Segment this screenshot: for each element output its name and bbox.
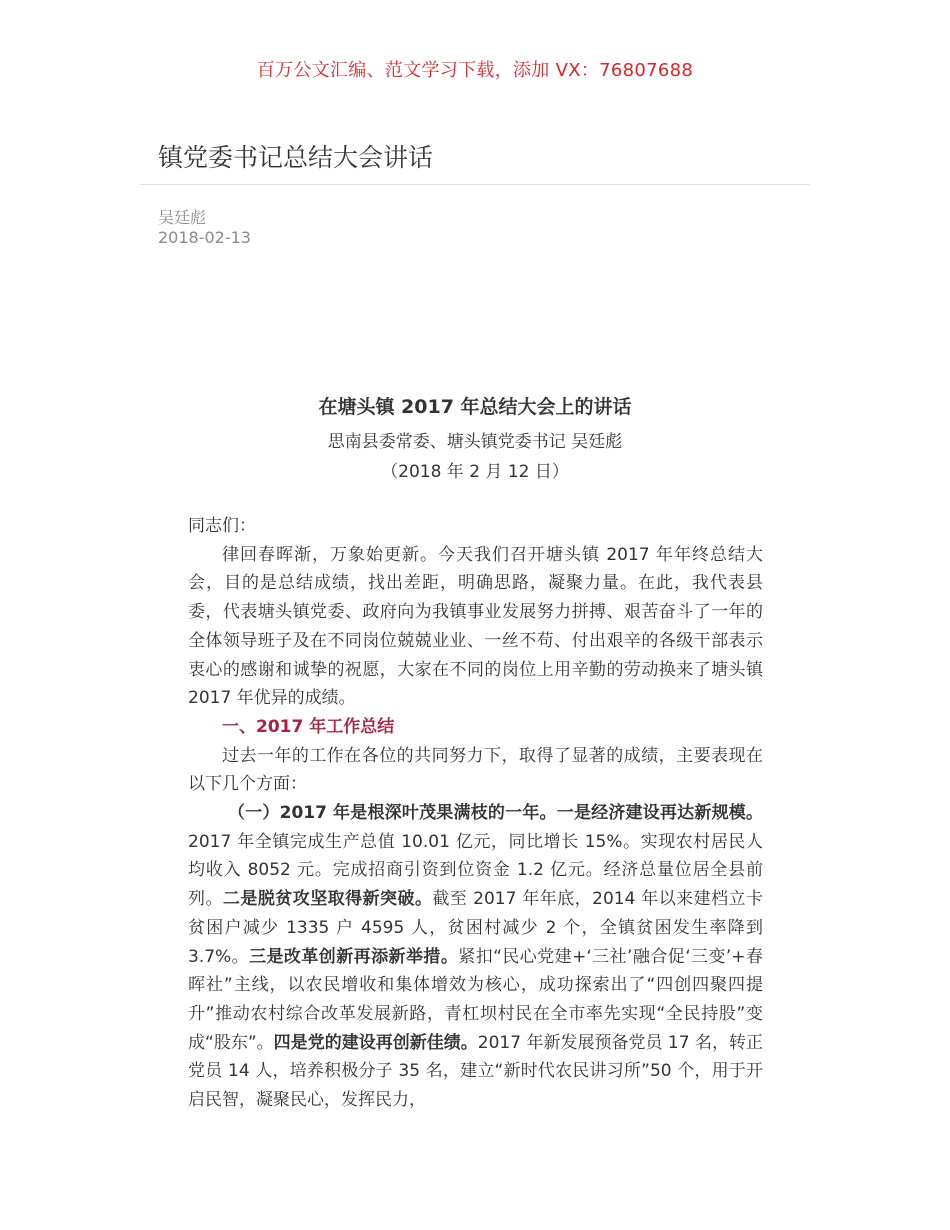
- section-intro-paragraph: 过去一年的工作在各位的共同努力下，取得了显著的成绩，主要表现在以下几个方面：: [188, 745, 763, 795]
- achievements-paragraph: [188, 799, 763, 1115]
- promo-banner: 百万公文汇编、范文学习下载，添加 VX：76807688: [256, 60, 694, 81]
- achievement-heading-2: 二是脱贫攻坚取得新突破。: [222, 889, 433, 910]
- achievement-text-3: 紧扣“民心党建+‘三社’融合促‘三变’+春晖社”主线，以农民增收和集体增效为核心，成功探索出了“四创四聚四提升”推动农村综合改革发展新路，青杠坝村民在全市率先实现“全民持股”变成“股东”。: [188, 946, 763, 1053]
- speech-speaker: 思南县委常委、塘头镇党委书记 吴廷彪: [327, 432, 623, 452]
- achievement-text-4: 2017 年新发展预备党员 17 名，转正党员 14 人，培养积极分子 35 名，建立“新时代农民讲习所”50 个，用于开启民智，凝聚民心，发挥民力，: [188, 1032, 764, 1111]
- salutation: 同志们：: [188, 516, 256, 536]
- intro-paragraph: 律回春晖渐，万象始更新。今天我们召开塘头镇 2017 年年终总结大会，目的是总结成绩，找出差距，明确思路，凝聚力量。在此，我代表县委，代表塘头镇党委、政府向为我镇事业发展努力拼搏、艰苦奋斗了一年的全体领导班子及在不同岗位兢兢业业、一丝不苟、付出艰辛的各级干部表示衷心的感谢和诚挚的祝愿，大家在不同的岗位上用辛勤的劳动换来了塘头镇 2017 年优异的成绩。: [188, 544, 763, 709]
- section-heading: 一、2017 年工作总结: [222, 716, 395, 737]
- article-author: 吴廷彪: [158, 208, 207, 227]
- speech-body: [188, 512, 763, 1115]
- achievement-heading-3: 三是改革创新再添新举措。: [249, 946, 459, 967]
- achievement-text-1: 2017 年全镇完成生产总值 10.01 亿元，同比增长 15%。实现农村居民人均收入 8052 元。完成招商引资到位资金 1.2 亿元。经济总量位居全县前列。: [188, 831, 763, 910]
- speech-date: （2018 年 2 月 12 日）: [381, 462, 569, 482]
- achievement-heading-4: 四是党的建设再创新佳绩。: [273, 1032, 478, 1053]
- achievement-text-2: 截至 2017 年年底，2014 年以来建档立卡贫困户减少 1335 户 4595 人，贫困村减少 2 个，全镇贫困发生率降到 3.7%。: [188, 889, 763, 967]
- article-date: 2018-02-13: [158, 228, 251, 247]
- speech-title: 在塘头镇 2017 年总结大会上的讲话: [318, 396, 632, 418]
- achievement-lead: （一）2017 年是根深叶茂果满枝的一年。一是经济建设再达新规模。: [228, 803, 763, 824]
- title-divider: [140, 184, 810, 185]
- article-title: 镇党委书记总结大会讲话: [158, 143, 434, 172]
